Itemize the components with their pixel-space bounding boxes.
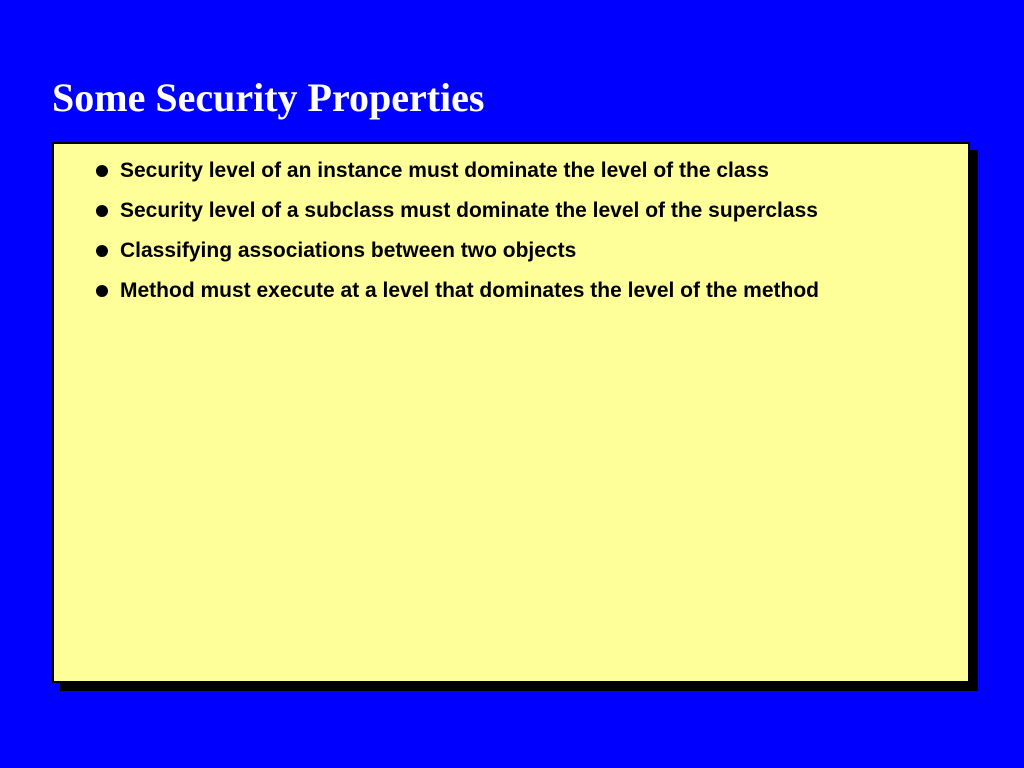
bullet-item [94, 236, 934, 266]
bullet-list [94, 156, 934, 316]
content-panel [52, 142, 970, 683]
bullet-icon [96, 245, 108, 257]
bullet-item [94, 196, 934, 226]
bullet-icon [96, 205, 108, 217]
bullet-icon [96, 285, 108, 297]
bullet-text: Security level of a subclass must dominate the level of the superclass [120, 199, 818, 222]
bullet-item [94, 276, 934, 306]
bullet-text: Method must execute at a level that dominates the level of the method [120, 279, 819, 302]
bullet-text: Security level of an instance must dominate the level of the class [120, 159, 769, 182]
bullet-item [94, 156, 934, 186]
bullet-text: Classifying associations between two objects [120, 239, 577, 262]
bullet-icon [96, 165, 108, 177]
slide-title: Some Security Properties [52, 75, 485, 120]
